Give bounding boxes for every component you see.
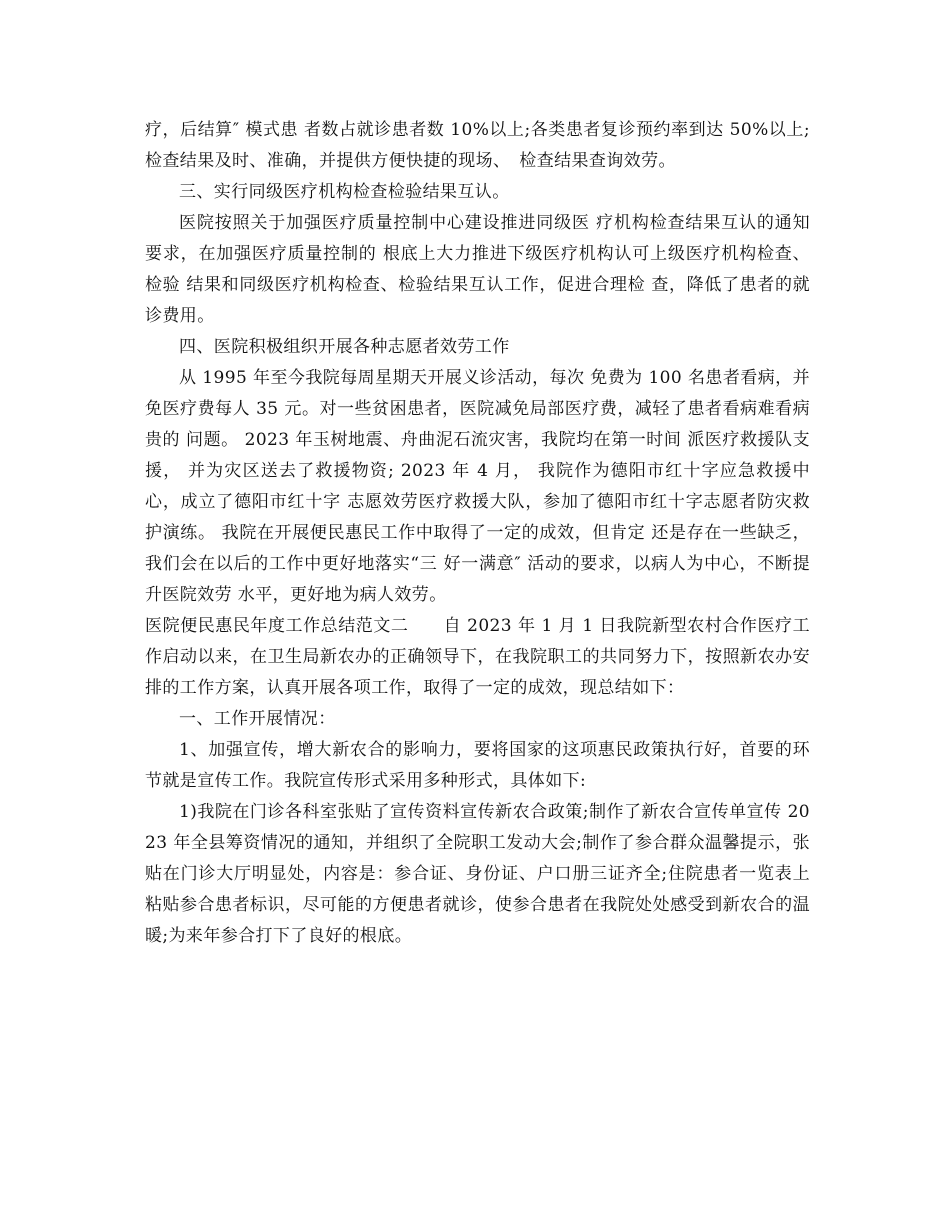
section-heading-3: 三、实行同级医疗机构检查检验结果互认。	[179, 182, 510, 202]
paragraph-publicity: 1、加强宣传，增大新农合的影响力，要将国家的这项惠民政策执行好，首要的环节就是宣传工作。我院宣传形式采用多种形式，具体如下:	[145, 740, 810, 791]
section-heading-4: 四、医院积极组织开展各种志愿者效劳工作	[179, 337, 510, 357]
paragraph-publicity-detail: 1)我院在门诊各科室张贴了宣传资料宣传新农合政策;制作了新农合宣传单宣传 2023 年全县筹资情况的通知，并组织了全院职工发动大会;制作了参合群众温馨提示，张贴在门诊大厅明显处，内容是：参合证、身份证、户口册三证齐全;住院患者一览表上粘贴参合患者标识，尽可能的方便患者就诊，使参合患者在我院处处感受到新农合的温暖;为来年参合打下了良好的根底。	[145, 802, 810, 946]
paragraph-mutual-recognition: 医院按照关于加强医疗质量控制中心建设推进同级医 疗机构检查结果互认的通知要求，在加强医疗质量控制的 根底上大力推进下级医疗机构认可上级医疗机构检查、检验 结果和同级医疗机构检查、检验结果互认工作，促进合理检 查，降低了患者的就诊费用。	[145, 213, 810, 326]
document-body	[145, 115, 810, 952]
paragraph-volunteer-work: 从 1995 年至今我院每周星期天开展义诊活动，每次 免费为 100 名患者看病，并免医疗费每人 35 元。对一些贫困患者，医院减免局部医疗费，减轻了患者看病难看病贵的 问题。 2023 年玉树地震、舟曲泥石流灾害，我院均在第一时间 派医疗救援队支援， 并为灾区送去了救援物资; 2023 年 4 月， 我院作为德阳市红十字应急救援中心，成立了德阳市红十字 志愿效劳医疗救援大队，参加了德阳市红十字志愿者防灾救 护演练。 我院在开展便民惠民工作中取得了一定的成效，但肯定 还是存在一些缺乏， 我们会在以后的工作中更好地落实“三 好一满意″ 活动的要求，以病人为中心，不断提升医院效劳 水平，更好地为病人效劳。	[145, 368, 810, 605]
paragraph-sample-two-intro: 医院便民惠民年度工作总结范文二 自 2023 年 1 月 1 日我院新型农村合作医疗工作启动以来，在卫生局新农办的正确领导下，在我院职工的共同努力下，按照新农办安排的工作方案，认真开展各项工作，取得了一定的成效，现总结如下：	[145, 616, 810, 698]
section-heading-work-status: 一、工作开展情况：	[179, 709, 336, 729]
paragraph-continuation: 疗，后结算″ 模式患 者数占就诊患者数 10%以上;各类患者复诊预约率到达 50%以上;检查结果及时、准确，并提供方便快捷的现场、 检查结果查询效劳。	[145, 120, 810, 171]
